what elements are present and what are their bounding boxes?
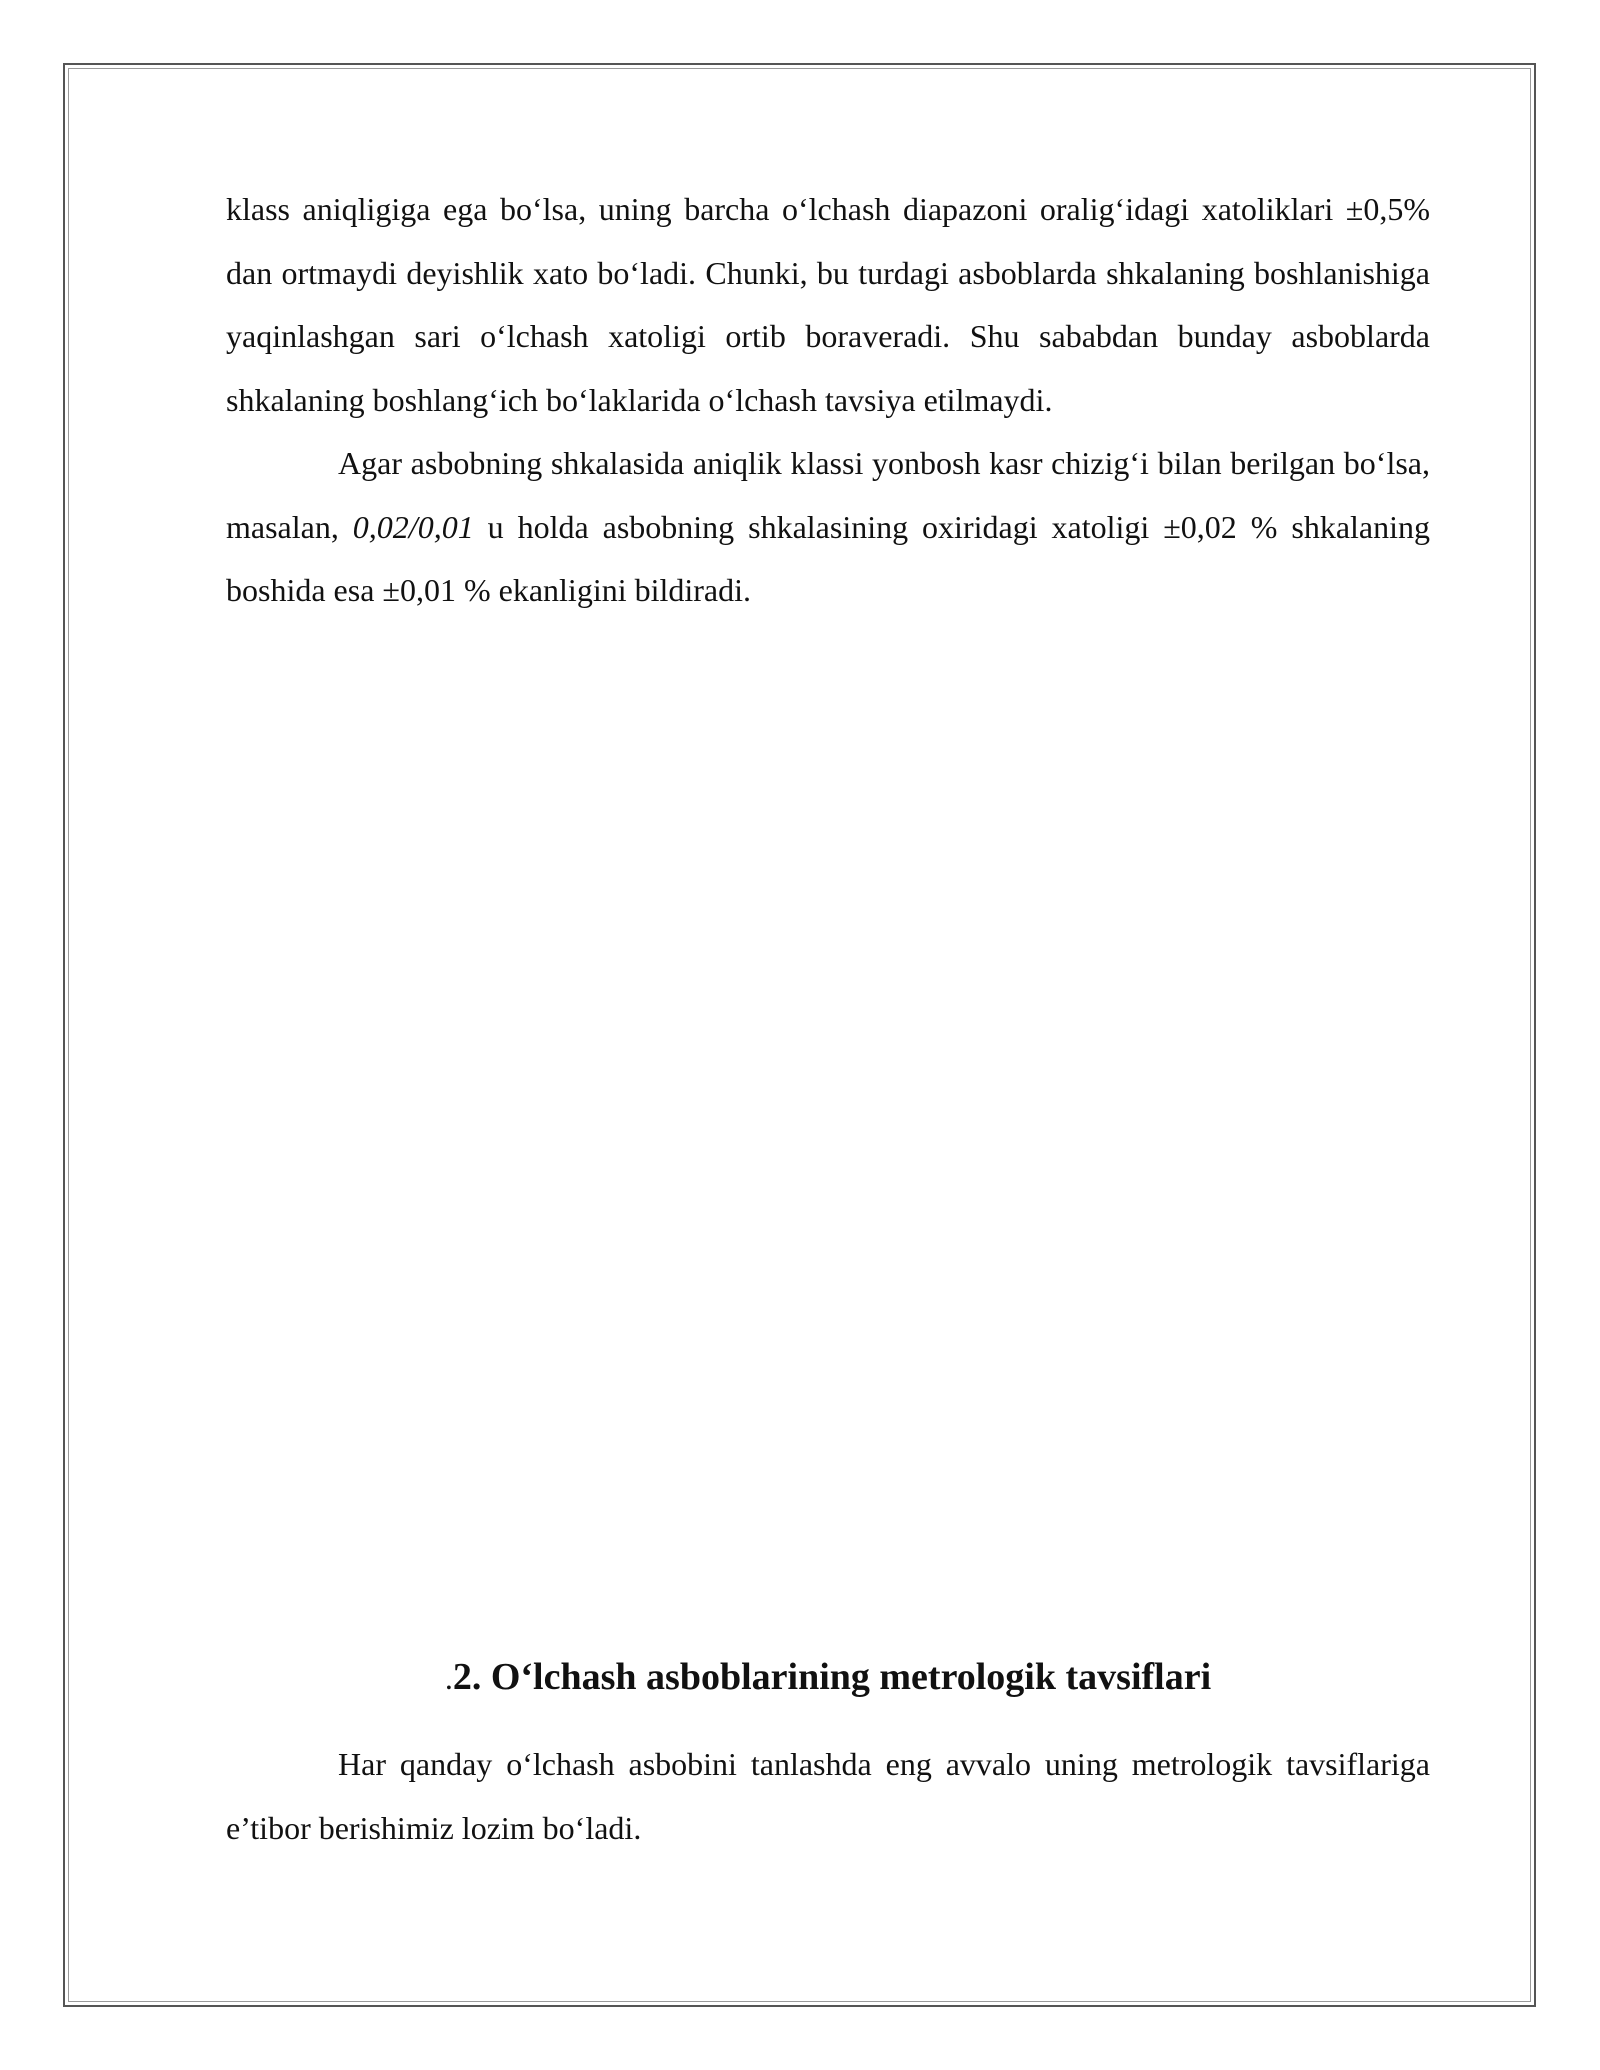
body-text-bottom [226,1733,1430,1860]
section-heading-dot: . [444,1660,453,1696]
paragraph-accuracy-class: klass aniqligiga ega bo‘lsa, uning barcha o‘lchash diapazoni oralig‘idagi xatoliklari ±0,5% dan ortmaydi deyishlik xato bo‘ladi. Chunki, bu turdagi asboblarda shkalaning boshlanishiga yaqinlashgan sari o‘lchash xatoligi ortib boraveradi. Shu sababdan bunday asboblarda shkalaning boshlang‘ich bo‘laklarida o‘lchash tavsiya etilmaydi. [226,191,1430,418]
fraction-example: 0,02/0,01 [352,508,474,545]
paragraph-metrological-characteristics: Har qanday o‘lchash asbobini tanlashda eng avvalo uning metrologik tavsiflariga e’tibor berishimiz lozim bo‘ladi. [226,1746,1430,1846]
section-heading-text: 2. O‘lchash asboblarining metrologik tavsiflari [452,1656,1212,1698]
paragraph-fraction-class-start: Agar asbobning shkalasida aniqlik klassi yonbosh kasr chizig‘i bilan berilgan bo‘lsa, masalan, [226,445,1430,545]
paragraph-fraction-class-end: u holda asbobning shkalasining oxiridagi xatoligi ±0,02 % shkalaning boshida esa ±0,01 % ekanligini bildiradi. [226,508,1431,608]
section-heading [226,1647,1430,1708]
paragraph-fraction-class [226,432,1430,623]
body-text-top [226,178,1430,623]
